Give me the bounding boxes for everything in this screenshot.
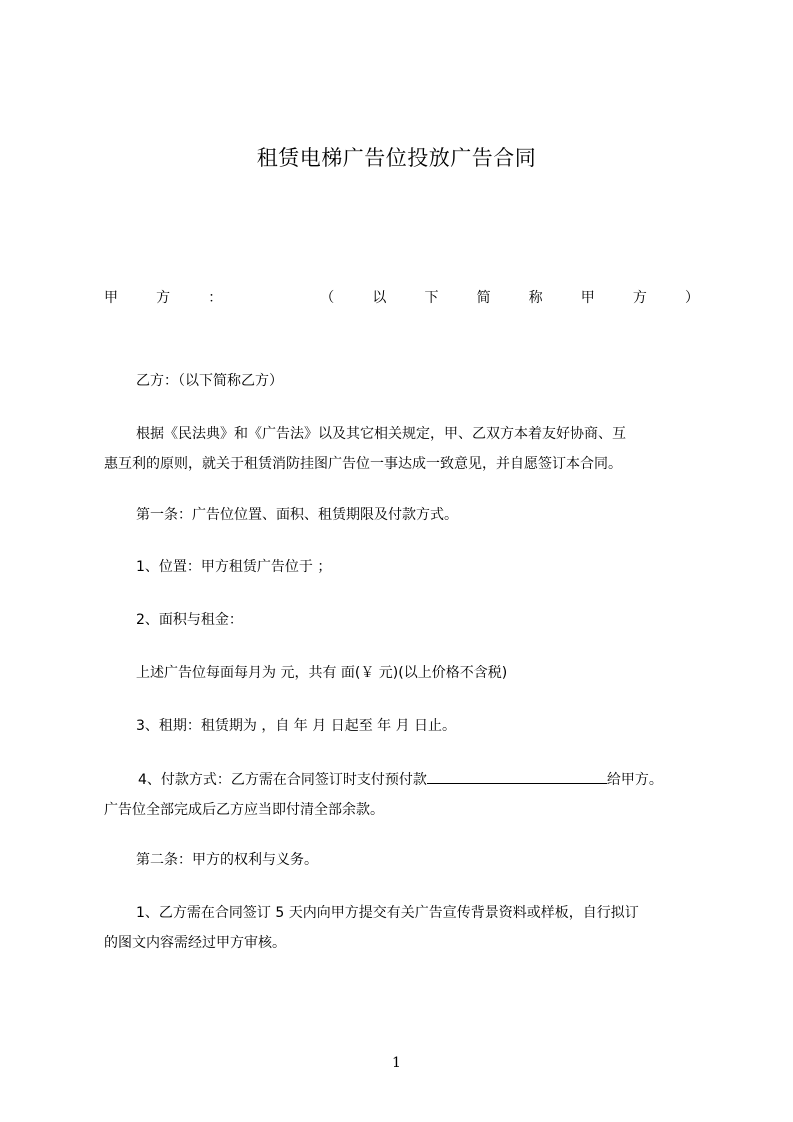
article-2-clause-1 [104, 898, 716, 958]
intro-line-1: 根据《民法典》和《广告法》以及其它相关规定，甲、乙双方本着友好协商、互 [136, 426, 626, 442]
party-a-char: 方 [632, 290, 647, 306]
a2-clause-1-line-1: 1、乙方需在合同签订 5 天内向甲方提交有关广告宣传背景资料或样板，自行拟订 [136, 905, 639, 921]
party-b-line: 乙方：（以下简称乙方） [136, 373, 283, 389]
article-1-title: 第一条：广告位位置、面积、租赁期限及付款方式。 [136, 507, 458, 523]
payment-text-before: 4、付款方式：乙方需在合同签订时支付预付款 [138, 772, 427, 788]
party-a-char: 甲 [104, 290, 118, 306]
payment-blank [427, 769, 607, 784]
a2-clause-1-line-2: 的图文内容需经过甲方审核。 [104, 935, 286, 951]
party-a-char: 下 [424, 290, 439, 306]
page-number: 1 [392, 1055, 401, 1071]
party-a-char: 称 [528, 290, 543, 306]
clause-area-rent: 2、面积与租金： [136, 612, 243, 628]
clause-price: 上述广告位每面每月为 元，共有 面(￥ 元)(以上价格不含税) [136, 665, 508, 681]
party-a-line [104, 287, 699, 307]
party-a-char: 简 [476, 290, 491, 306]
payment-line-1 [104, 765, 716, 795]
article-2-title: 第二条：甲方的权利与义务。 [136, 852, 318, 868]
intro-paragraph [104, 419, 716, 479]
clause-term: 3、租期：租赁期为 ，自 年 月 日起至 年 月 日止。 [136, 718, 457, 734]
clause-location: 1、位置：甲方租赁广告位于 ； [136, 559, 332, 575]
payment-line-2: 广告位全部完成后乙方应当即付清全部余款。 [104, 802, 384, 818]
intro-line-2: 惠互利的原则，就关于租赁消防挂图广告位一事达成一致意见，并自愿签订本合同。 [104, 456, 622, 472]
party-a-char: ） [684, 290, 699, 306]
party-a-char: 甲 [580, 290, 595, 306]
payment-text-after: 给甲方。 [606, 772, 663, 788]
party-a-char: 以 [372, 290, 387, 306]
party-a-char: （ [320, 290, 335, 306]
document-title: 租赁电梯广告位投放广告合同 [256, 146, 537, 170]
party-a-char: 方 [156, 290, 171, 306]
party-a-char: ： [208, 290, 223, 306]
clause-payment [104, 765, 716, 825]
